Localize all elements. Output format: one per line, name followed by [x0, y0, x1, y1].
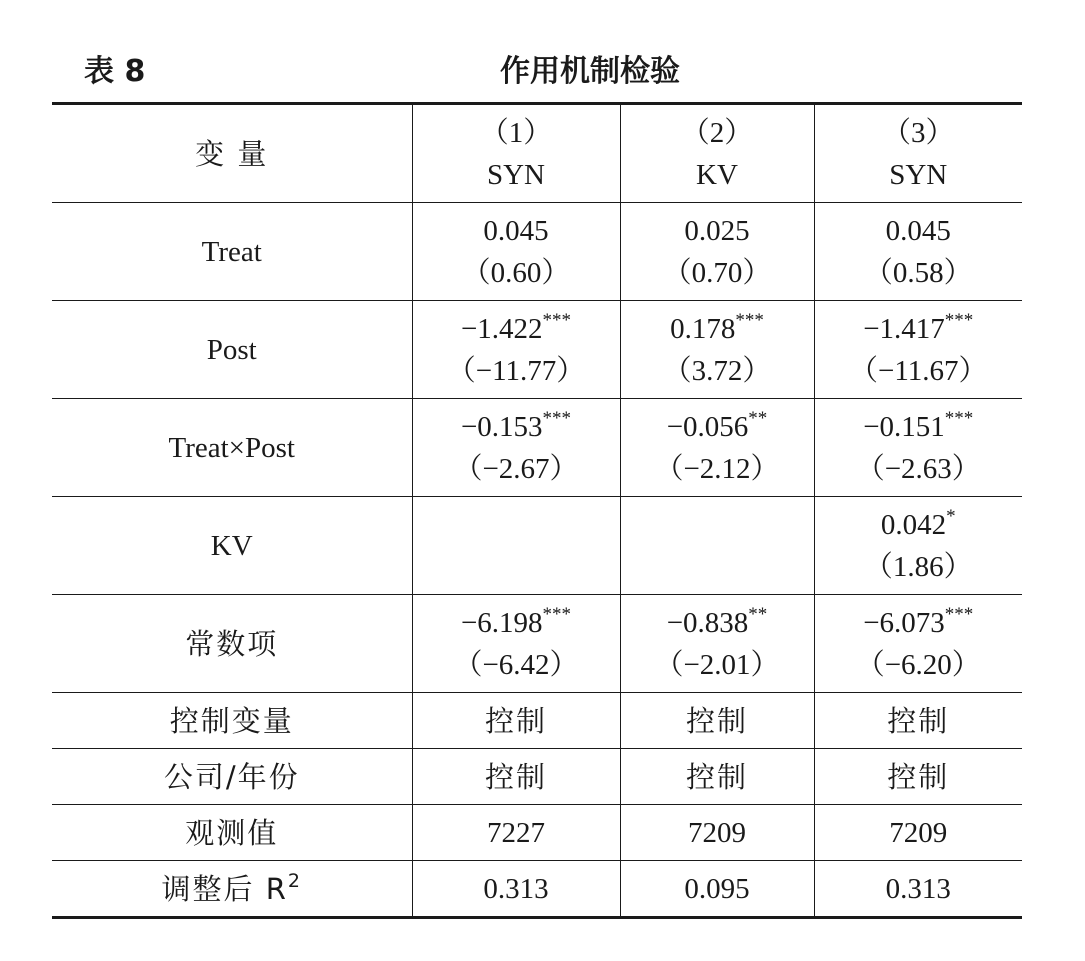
- dependent-variable: SYN: [889, 158, 948, 191]
- table-row: [52, 693, 1022, 749]
- coef-cell: [814, 399, 1022, 497]
- significance-stars: **: [748, 407, 768, 429]
- t-statistic: （−6.42）: [453, 648, 579, 681]
- t-statistic: （0.58）: [863, 256, 973, 289]
- column-header-2: [620, 104, 814, 203]
- coef-cell: [814, 301, 1022, 399]
- coef-cell: [412, 595, 620, 693]
- t-statistic: （−2.63）: [855, 452, 981, 485]
- coefficient: 0.045: [483, 214, 549, 247]
- coefficient: −0.153: [460, 410, 543, 443]
- column-number: （3）: [881, 116, 955, 149]
- control-cell: 控制: [814, 693, 1022, 749]
- r2-cell: 0.095: [620, 861, 814, 918]
- coef-cell: [814, 497, 1022, 595]
- coef-cell: [412, 301, 620, 399]
- significance-stars: *: [946, 505, 956, 527]
- coefficient: 0.042: [880, 508, 947, 541]
- table-row: [52, 399, 1022, 497]
- significance-stars: ***: [944, 603, 974, 625]
- coefficient: 0.178: [670, 312, 736, 345]
- regression-table: [52, 102, 1022, 919]
- observations-cell: 7227: [412, 805, 620, 861]
- dependent-variable: KV: [696, 158, 738, 191]
- control-cell: 控制: [620, 749, 814, 805]
- observations-cell: 7209: [620, 805, 814, 861]
- row-label: 控制变量: [52, 693, 412, 749]
- coef-cell: [412, 399, 620, 497]
- coefficient: 0.025: [684, 214, 750, 247]
- coef-cell: [620, 301, 814, 399]
- coef-cell: [412, 203, 620, 301]
- significance-stars: ***: [944, 309, 974, 331]
- t-statistic: （−6.20）: [855, 648, 981, 681]
- table-row: [52, 203, 1022, 301]
- row-label: 常数项: [52, 595, 412, 693]
- significance-stars: ***: [542, 309, 572, 331]
- significance-stars: **: [748, 603, 768, 625]
- r2-cell: 0.313: [814, 861, 1022, 918]
- significance-stars: ***: [944, 407, 974, 429]
- table-row: [52, 861, 1022, 918]
- column-header-3: [814, 104, 1022, 203]
- table-row: [52, 595, 1022, 693]
- coefficient: −1.417: [863, 312, 945, 345]
- control-cell: 控制: [814, 749, 1022, 805]
- coef-cell-empty: [620, 497, 814, 595]
- t-statistic: （0.60）: [461, 256, 571, 289]
- coef-cell: [620, 595, 814, 693]
- control-cell: 控制: [412, 749, 620, 805]
- t-statistic: （0.70）: [662, 256, 772, 289]
- column-number: （1）: [479, 116, 553, 149]
- row-label: Treat: [52, 203, 412, 301]
- table-title: 作用机制检验: [500, 54, 680, 89]
- header-row: [52, 104, 1022, 203]
- coefficient: −6.198: [460, 606, 543, 639]
- significance-stars: ***: [735, 309, 764, 331]
- coef-cell: [814, 203, 1022, 301]
- t-statistic: （−2.01）: [654, 648, 780, 681]
- coefficient: −0.838: [666, 606, 749, 639]
- adj-r2-superscript: 2: [287, 869, 302, 892]
- t-statistic: （3.72）: [662, 354, 772, 387]
- row-label: KV: [52, 497, 412, 595]
- adj-r2-label: 调整后 R: [161, 871, 288, 906]
- coef-cell: [620, 203, 814, 301]
- t-statistic: （−2.67）: [453, 452, 579, 485]
- coefficient: −0.151: [863, 410, 945, 443]
- coefficient: −6.073: [863, 606, 945, 639]
- r2-cell: 0.313: [412, 861, 620, 918]
- coefficient: −0.056: [666, 410, 749, 443]
- row-label: [52, 861, 412, 918]
- table-row: [52, 301, 1022, 399]
- row-label: 公司/年份: [52, 749, 412, 805]
- t-statistic: （1.86）: [863, 550, 973, 583]
- t-statistic: （−2.12）: [654, 452, 780, 485]
- column-number: （2）: [680, 116, 754, 149]
- table-label: 表 8: [84, 54, 146, 89]
- control-cell: 控制: [412, 693, 620, 749]
- coefficient: −1.422: [460, 312, 543, 345]
- variable-header: 变 量: [52, 104, 412, 203]
- control-cell: 控制: [620, 693, 814, 749]
- t-statistic: （−11.67）: [848, 354, 988, 387]
- t-statistic: （−11.77）: [446, 354, 586, 387]
- row-label: Treat×Post: [52, 399, 412, 497]
- row-label: 观测值: [52, 805, 412, 861]
- coef-cell: [620, 399, 814, 497]
- table-row: [52, 497, 1022, 595]
- table-row: [52, 749, 1022, 805]
- coefficient: 0.045: [885, 214, 951, 247]
- column-header-1: [412, 104, 620, 203]
- significance-stars: ***: [542, 603, 572, 625]
- row-label: Post: [52, 301, 412, 399]
- coef-cell: [814, 595, 1022, 693]
- coef-cell-empty: [412, 497, 620, 595]
- significance-stars: ***: [542, 407, 572, 429]
- table-row: [52, 805, 1022, 861]
- observations-cell: 7209: [814, 805, 1022, 861]
- dependent-variable: SYN: [486, 158, 545, 191]
